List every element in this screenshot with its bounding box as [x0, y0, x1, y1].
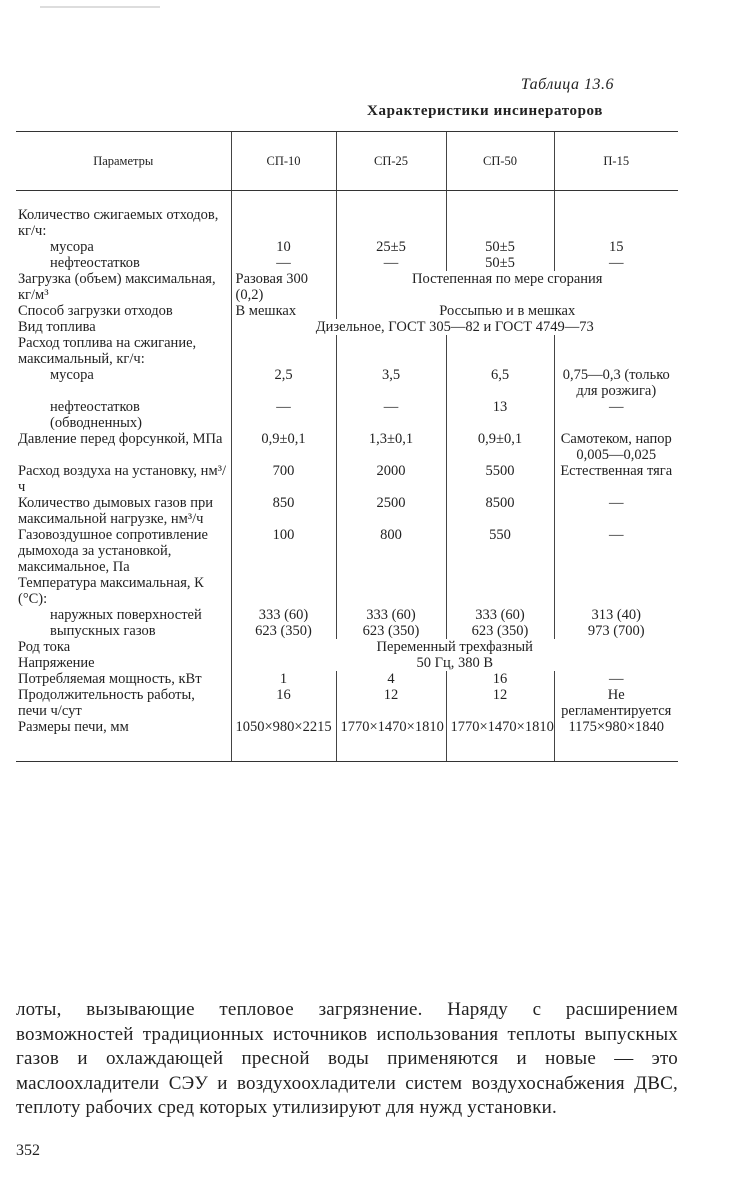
cell-p15: —: [554, 399, 678, 431]
cell-span: 50 Гц, 380 В: [231, 655, 678, 671]
cell-sp50: 623 (350): [446, 623, 554, 639]
cell-sp50: 16: [446, 671, 554, 687]
cell-sp50: 0,9±0,1: [446, 431, 554, 463]
table-row: [16, 319, 678, 335]
header-sp50: СП-50: [446, 132, 554, 191]
header-p15: П-15: [554, 132, 678, 191]
table-row: [16, 655, 678, 671]
cell-span: Россыпью и в мешках: [336, 303, 678, 319]
cell-sp50: 50±5: [446, 239, 554, 255]
cell-sp50: 550: [446, 527, 554, 575]
table-row: [16, 463, 678, 495]
cell-sp25: 3,5: [336, 367, 446, 399]
table-row: [16, 335, 678, 367]
cell-sp10: 333 (60): [231, 607, 336, 623]
table-row: [16, 607, 678, 623]
cell-p15: —: [554, 495, 678, 527]
cell-span: Переменный трехфазный: [231, 639, 678, 655]
cell-p15: 973 (700): [554, 623, 678, 639]
row-label: Загрузка (объем) максимальная, кг/м³: [18, 271, 216, 303]
row-label: наружных поверхностей: [50, 607, 202, 623]
row-label: выпускных газов: [50, 623, 156, 639]
cell-sp10: —: [231, 255, 336, 271]
table-row: [16, 399, 678, 431]
cell-sp10: 623 (350): [231, 623, 336, 639]
row-label: Продолжительность работы, печи ч/сут: [18, 687, 195, 719]
table-row: [16, 207, 678, 239]
cell-sp25: 25±5: [336, 239, 446, 255]
row-label: Род тока: [18, 639, 71, 655]
cell-p15: Естественная тяга: [554, 463, 678, 495]
cell-sp10: 16: [231, 687, 336, 719]
cell-sp10: В мешках: [231, 303, 336, 319]
row-label: Расход воздуха на установку, нм³/ч: [18, 463, 226, 495]
table-row: [16, 719, 678, 762]
row-label: нефтеостатков: [50, 255, 140, 271]
cell-sp25: —: [336, 399, 446, 431]
cell-sp50: 50±5: [446, 255, 554, 271]
table-row: [16, 575, 678, 607]
cell-sp25: 800: [336, 527, 446, 575]
cell-sp50: 8500: [446, 495, 554, 527]
row-label: мусора: [50, 239, 94, 255]
row-label: Количество дымовых газов при максимальной нагрузке, нм³/ч: [18, 495, 214, 527]
header-parameters: Параметры: [16, 132, 231, 191]
table-caption: Таблица 13.6: [520, 76, 614, 93]
table-row: [16, 255, 678, 271]
table-spacer: [16, 191, 678, 208]
cell-p15: 1175×980×1840: [554, 719, 678, 762]
cell-p15: Самотеком, напор 0,005—0,025: [554, 431, 678, 463]
cell-p15: —: [554, 671, 678, 687]
cell-sp10: 1050×980×2215: [231, 719, 336, 762]
row-label: нефтеостатков (обводненных): [50, 399, 142, 431]
cell-sp10: 100: [231, 527, 336, 575]
cell-sp10: 700: [231, 463, 336, 495]
row-label: мусора: [50, 367, 94, 383]
table-row: [16, 431, 678, 463]
cell-p15: —: [554, 527, 678, 575]
row-label: Вид топлива: [18, 319, 96, 335]
cell-sp25: 333 (60): [336, 607, 446, 623]
cell-sp10: 0,9±0,1: [231, 431, 336, 463]
cell-sp25: —: [336, 255, 446, 271]
cell-sp10: 850: [231, 495, 336, 527]
cell-p15: Не регламентируется: [554, 687, 678, 719]
header-sp10: СП-10: [231, 132, 336, 191]
table-row: [16, 623, 678, 639]
table-row: [16, 639, 678, 655]
table-row: [16, 527, 678, 575]
cell-sp25: 1,3±0,1: [336, 431, 446, 463]
row-label: Температура максимальная, К (°С):: [18, 575, 204, 607]
table-row: [16, 671, 678, 687]
row-label: Давление перед форсункой, МПа: [18, 431, 223, 447]
cell-sp25: 2000: [336, 463, 446, 495]
page-number: 352: [16, 1142, 40, 1159]
cell-sp25: 2500: [336, 495, 446, 527]
cell-sp50: 333 (60): [446, 607, 554, 623]
cell-sp50: 13: [446, 399, 554, 431]
cell-p15: 313 (40): [554, 607, 678, 623]
cell-sp10: 2,5: [231, 367, 336, 399]
cell-sp10: 10: [231, 239, 336, 255]
cell-span: Дизельное, ГОСТ 305—82 и ГОСТ 4749—73: [231, 319, 678, 335]
cell-p15: 0,75—0,3 (только для розжига): [554, 367, 678, 399]
row-label: Потребляемая мощность, кВт: [18, 671, 202, 687]
cell-p15: 15: [554, 239, 678, 255]
table-row: [16, 239, 678, 255]
cell-sp50: 12: [446, 687, 554, 719]
table-title: [0, 103, 754, 120]
cell-span: Постепенная по мере сгорания: [336, 271, 678, 303]
row-label: Расход топлива на сжигание, максимальный, кг/ч:: [18, 335, 197, 367]
table-header-row: [16, 132, 678, 191]
cell-sp10: 1: [231, 671, 336, 687]
table-title-text: Характеристики инсинераторов: [367, 103, 603, 119]
table-row: [16, 271, 678, 303]
body-paragraph: лоты, вызывающие тепловое загрязнение. Наряду с расширением возможностей традиционных источников использования теплоты выпускных газов и охлаждающей пресной воды применяются и новые — это маслоохладители СЭУ и воздухоохладители систем воздухоснабжения ДВС, теплоту рабочих сред которых утилизируют для нужд установки.: [16, 999, 678, 1118]
cell-sp25: 623 (350): [336, 623, 446, 639]
cell-sp25: 1770×1470×1810: [336, 719, 446, 762]
cell-p15: —: [554, 255, 678, 271]
cell-sp25: 4: [336, 671, 446, 687]
row-label: Напряжение: [18, 655, 95, 671]
cell-sp50: 1770×1470×1810: [446, 719, 554, 762]
table-row: [16, 687, 678, 719]
cell-sp50: 6,5: [446, 367, 554, 399]
row-label: Количество сжигаемых отходов, кг/ч:: [18, 207, 219, 239]
specifications-table: [16, 131, 678, 762]
row-label: Размеры печи, мм: [16, 719, 231, 762]
header-sp25: СП-25: [336, 132, 446, 191]
table-row: [16, 303, 678, 319]
table-row: [16, 495, 678, 527]
cell-sp10: —: [231, 399, 336, 431]
cell-sp50: 5500: [446, 463, 554, 495]
cell-sp25: 12: [336, 687, 446, 719]
cell-sp10: Разовая 300 (0,2): [231, 271, 336, 303]
scan-artifact: [40, 6, 160, 8]
row-label: Газовоздушное сопротивление дымохода за установкой, максимальное, Па: [18, 527, 208, 575]
row-label: Способ загрузки отходов: [18, 303, 173, 319]
table-row: [16, 367, 678, 399]
